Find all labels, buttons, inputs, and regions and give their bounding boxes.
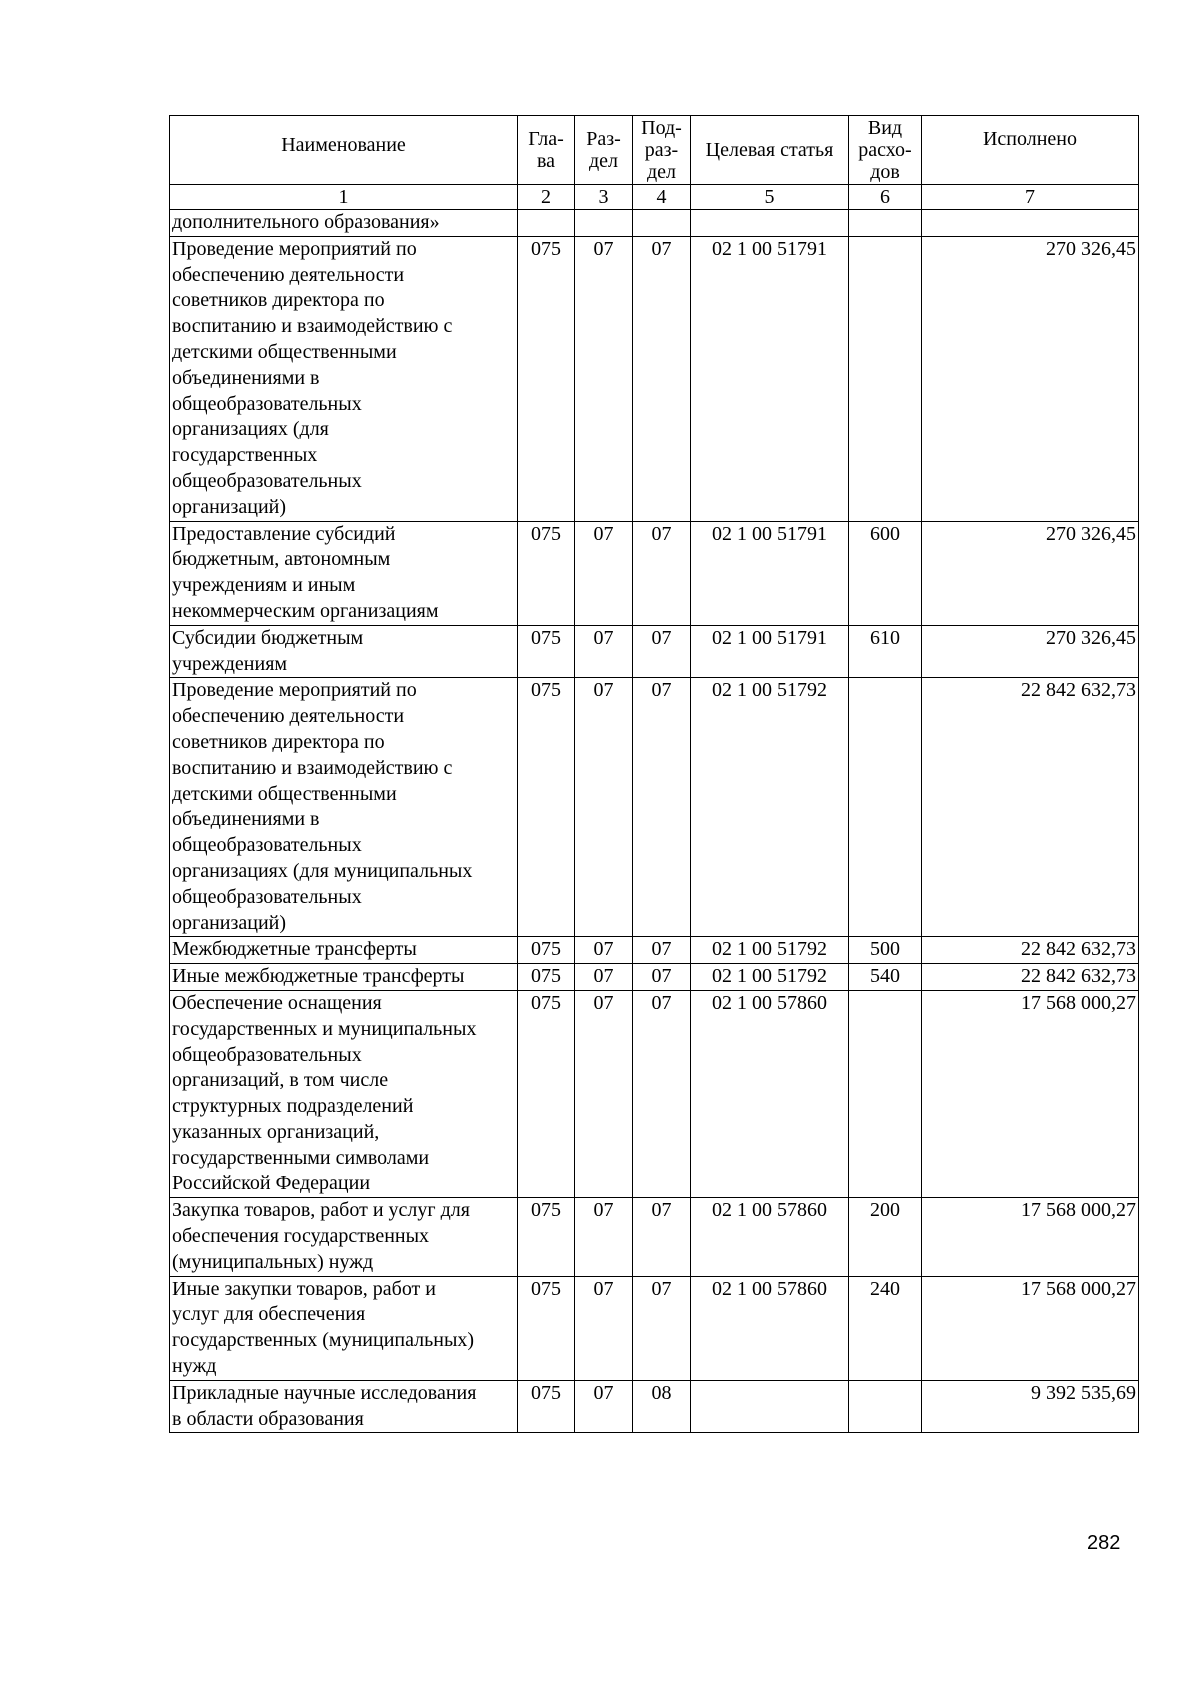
cell-vid-rashodov: 240: [849, 1276, 922, 1380]
column-number-2: 2: [518, 185, 575, 210]
header-name: Наименование: [170, 116, 518, 185]
header-glava: Гла- ва: [518, 116, 575, 185]
cell-razdel: 07: [575, 678, 633, 937]
cell-celevaya-statya: [691, 1380, 849, 1433]
cell-celevaya-statya: 02 1 00 51791: [691, 521, 849, 625]
cell-celevaya-statya: 02 1 00 51791: [691, 236, 849, 521]
column-number-row: [170, 185, 1139, 210]
cell-ispolneno: 22 842 632,73: [922, 678, 1139, 937]
cell-podrazdel: [633, 210, 691, 237]
cell-vid-rashodov: 600: [849, 521, 922, 625]
cell-podrazdel: 08: [633, 1380, 691, 1433]
cell-glava: 075: [518, 1380, 575, 1433]
cell-razdel: 07: [575, 236, 633, 521]
cell-vid-rashodov: 500: [849, 937, 922, 964]
table-row: [170, 678, 1139, 937]
cell-glava: 075: [518, 625, 575, 678]
cell-name: Иные закупки товаров, работ и услуг для обеспечения государственных (муниципальных) нужд: [170, 1276, 518, 1380]
cell-podrazdel: 07: [633, 1276, 691, 1380]
cell-name: Проведение мероприятий по обеспечению деятельности советников директора по воспитанию и взаимодействию с детскими общественными объединениями в общеобразовательных организациях (для государственных общеобразовательных организаций): [170, 236, 518, 521]
header-podrazdel: Под- раз- дел: [633, 116, 691, 185]
table-row: [170, 210, 1139, 237]
cell-vid-rashodov: [849, 990, 922, 1197]
cell-vid-rashodov: [849, 210, 922, 237]
header-ispolneno: Исполнено: [922, 116, 1139, 185]
table-row: [170, 625, 1139, 678]
table-row: [170, 964, 1139, 991]
column-number-5: 5: [691, 185, 849, 210]
column-number-7: 7: [922, 185, 1139, 210]
page-number: 282: [1087, 1532, 1121, 1554]
cell-ispolneno: 17 568 000,27: [922, 1276, 1139, 1380]
budget-table: [169, 115, 1139, 1433]
cell-glava: 075: [518, 964, 575, 991]
cell-celevaya-statya: 02 1 00 51792: [691, 964, 849, 991]
cell-podrazdel: 07: [633, 236, 691, 521]
cell-name: Закупка товаров, работ и услуг для обеспечения государственных (муниципальных) нужд: [170, 1198, 518, 1276]
cell-vid-rashodov: 610: [849, 625, 922, 678]
cell-ispolneno: 22 842 632,73: [922, 937, 1139, 964]
cell-podrazdel: 07: [633, 521, 691, 625]
cell-glava: 075: [518, 521, 575, 625]
cell-ispolneno: 9 392 535,69: [922, 1380, 1139, 1433]
cell-podrazdel: 07: [633, 990, 691, 1197]
cell-glava: 075: [518, 236, 575, 521]
column-number-4: 4: [633, 185, 691, 210]
cell-celevaya-statya: [691, 210, 849, 237]
cell-razdel: 07: [575, 1276, 633, 1380]
cell-celevaya-statya: 02 1 00 51791: [691, 625, 849, 678]
header-celevaya-statya: Целевая статья: [691, 116, 849, 185]
header-vid-rashodov: Вид расхо- дов: [849, 116, 922, 185]
cell-name: Межбюджетные трансферты: [170, 937, 518, 964]
cell-razdel: 07: [575, 990, 633, 1197]
budget-table-container: [169, 115, 1138, 1433]
table-body: [170, 210, 1139, 1433]
cell-vid-rashodov: 540: [849, 964, 922, 991]
table-row: [170, 1380, 1139, 1433]
cell-name: Прикладные научные исследования в области образования: [170, 1380, 518, 1433]
cell-celevaya-statya: 02 1 00 51792: [691, 937, 849, 964]
cell-name: Субсидии бюджетным учреждениям: [170, 625, 518, 678]
cell-name: Предоставление субсидий бюджетным, автономным учреждениям и иным некоммерческим организациям: [170, 521, 518, 625]
cell-name: Обеспечение оснащения государственных и муниципальных общеобразовательных организаций, в том числе структурных подразделений указанных организаций, государственными символами Российской Федерации: [170, 990, 518, 1197]
cell-celevaya-statya: 02 1 00 51792: [691, 678, 849, 937]
cell-razdel: 07: [575, 1380, 633, 1433]
cell-vid-rashodov: [849, 1380, 922, 1433]
column-number-6: 6: [849, 185, 922, 210]
cell-ispolneno: 270 326,45: [922, 236, 1139, 521]
cell-ispolneno: [922, 210, 1139, 237]
cell-razdel: 07: [575, 521, 633, 625]
cell-podrazdel: 07: [633, 964, 691, 991]
table-row: [170, 937, 1139, 964]
cell-podrazdel: 07: [633, 678, 691, 937]
table-row: [170, 1198, 1139, 1276]
cell-razdel: 07: [575, 964, 633, 991]
column-number-3: 3: [575, 185, 633, 210]
cell-podrazdel: 07: [633, 625, 691, 678]
cell-vid-rashodov: [849, 236, 922, 521]
cell-podrazdel: 07: [633, 1198, 691, 1276]
cell-razdel: [575, 210, 633, 237]
cell-razdel: 07: [575, 937, 633, 964]
cell-celevaya-statya: 02 1 00 57860: [691, 1276, 849, 1380]
cell-vid-rashodov: 200: [849, 1198, 922, 1276]
cell-ispolneno: 22 842 632,73: [922, 964, 1139, 991]
cell-name: дополнительного образования»: [170, 210, 518, 237]
column-number-1: 1: [170, 185, 518, 210]
cell-glava: 075: [518, 678, 575, 937]
cell-glava: 075: [518, 1198, 575, 1276]
table-row: [170, 236, 1139, 521]
cell-name: Иные межбюджетные трансферты: [170, 964, 518, 991]
cell-razdel: 07: [575, 625, 633, 678]
cell-razdel: 07: [575, 1198, 633, 1276]
header-razdel: Раз- дел: [575, 116, 633, 185]
cell-vid-rashodov: [849, 678, 922, 937]
cell-glava: 075: [518, 990, 575, 1197]
cell-ispolneno: 17 568 000,27: [922, 1198, 1139, 1276]
header-row: [170, 116, 1139, 185]
cell-glava: [518, 210, 575, 237]
cell-podrazdel: 07: [633, 937, 691, 964]
table-header: [170, 116, 1139, 210]
cell-name: Проведение мероприятий по обеспечению деятельности советников директора по воспитанию и взаимодействию с детскими общественными объединениями в общеобразовательных организациях (для муниципальных общеобразовательных организаций): [170, 678, 518, 937]
cell-glava: 075: [518, 1276, 575, 1380]
cell-ispolneno: 270 326,45: [922, 625, 1139, 678]
table-row: [170, 1276, 1139, 1380]
cell-celevaya-statya: 02 1 00 57860: [691, 1198, 849, 1276]
table-row: [170, 521, 1139, 625]
cell-ispolneno: 270 326,45: [922, 521, 1139, 625]
cell-glava: 075: [518, 937, 575, 964]
cell-ispolneno: 17 568 000,27: [922, 990, 1139, 1197]
cell-celevaya-statya: 02 1 00 57860: [691, 990, 849, 1197]
table-row: [170, 990, 1139, 1197]
